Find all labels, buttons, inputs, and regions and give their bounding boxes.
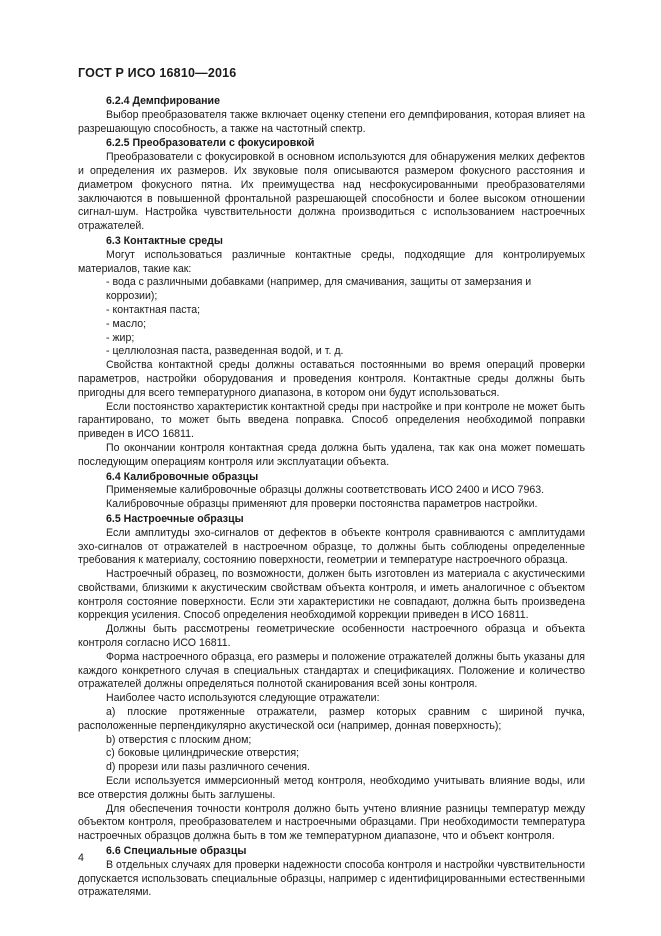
document-header: ГОСТ Р ИСО 16810—2016 xyxy=(78,66,237,80)
paragraph: Если используется иммерсионный метод контроля, необходимо учитывать влияние воды, или все отверстия должны быть заглушены. xyxy=(78,775,585,801)
section-heading: 6.5 Настроечные образцы xyxy=(106,512,244,525)
paragraph: В отдельных случаях для проверки надежности способа контроля и настройки чувствительности допускается использовать специальные образцы, например с идентифицированными естественными отражателями. xyxy=(78,858,585,899)
section-heading: 6.4 Калибровочные образцы xyxy=(106,470,259,483)
paragraph: Могут использоваться различные контактные среды, подходящие для контролируемых материалов, такие как: xyxy=(78,248,585,275)
section-heading: 6.2.5 Преобразователи с фокусировкой xyxy=(106,137,315,150)
paragraph: По окончании контроля контактная среда должна быть удалена, так как она может помешать последующим операциям контроля или эксплуатации объекта. xyxy=(78,441,585,468)
paragraph: Настроечный образец, по возможности, должен быть изготовлен из материала с акустическими свойствами, близкими к акустическим свойствам объекта контроля, и иметь аналогичное с объектом контроля состояние поверхности. Если эти характеристики не совпадают, должна быть произведена коррекция усиления. Способ определения необходимой коррекции приведен в ИСО 16811. xyxy=(78,568,585,622)
section-heading: 6.3 Контактные среды xyxy=(106,234,223,247)
paragraph: Должны быть рассмотрены геометрические особенности настроечного образца и объекта контроля согласно ИСО 16811. xyxy=(78,623,585,650)
paragraph: Выбор преобразователя также включает оценку степени его демпфирования, которая влияет на разрешающую способность, а также на частотный спектр. xyxy=(78,108,585,135)
list-item: - контактная паста; xyxy=(106,303,201,316)
paragraph: Форма настроечного образца, его размеры и положение отражателей должны быть указаны для каждого конкретного случая в специальных стандартах и спецификациях. Положение и количество отражателей должны определяться полнотой сканирования всей зоны контроля. xyxy=(78,650,585,691)
document-body xyxy=(78,94,585,900)
list-item: c) боковые цилиндрические отверстия; xyxy=(106,747,300,760)
list-item: d) прорези или пазы различного сечения. xyxy=(106,761,310,774)
list-item: а) плоские протяженные отражатели, размер которых сравним с шириной пучка, расположенные перпендикулярно акустической оси (например, донная поверхность); xyxy=(78,706,585,732)
section-heading: 6.2.4 Демпфирование xyxy=(106,95,220,107)
section-heading: 6.6 Специальные образцы xyxy=(106,845,247,858)
paragraph: Наиболее часто используются следующие отражатели: xyxy=(106,692,380,705)
paragraph: Калибровочные образцы применяют для проверки постоянства параметров настройки. xyxy=(106,498,538,511)
list-item: - жир; xyxy=(106,331,135,344)
list-item: - целлюлозная паста, разведенная водой, и т. д. xyxy=(106,345,344,358)
paragraph: Если амплитуды эхо-сигналов от дефектов в объекте контроля сравниваются с амплитудами эхо-сигналов от отражателей в настроечном образце, то должны быть соблюдены определенные требования к материалу, состоянию поверхности, геометрии и температуре настроечного образца. xyxy=(78,526,585,567)
paragraph: Для обеспечения точности контроля должно быть учтено влияние разницы температур между объектом контроля, преобразователем и настроечными образцами. При необходимости температура настроечных образцов должна быть в том же температурном диапазоне, что и объект контроля. xyxy=(78,802,585,843)
paragraph: Применяемые калибровочные образцы должны соответствовать ИСО 2400 и ИСО 7963. xyxy=(106,484,545,497)
list-item: - масло; xyxy=(106,317,147,330)
page-number: 4 xyxy=(78,852,84,864)
paragraph: Если постоянство характеристик контактной среды при настройке и при контроле не может быть гарантировано, то может быть введена поправка. Способ определения необходимой поправки приведен в ИСО 16811. xyxy=(78,400,585,441)
list-item: - вода с различными добавками (например, для смачивания, защиты от замерзания и коррозии); xyxy=(106,276,532,303)
list-item: b) отверстия с плоским дном; xyxy=(106,733,252,746)
paragraph: Преобразователи с фокусировкой в основном используются для обнаружения мелких дефектов и определения их размеров. Их звуковые поля описываются размером фокусного расстояния и диаметром фокусного пятна. Их преимущества над несфокусированными преобразователями заключаются в повышенной фронтальной разрешающей способности и более высоком отношении сигнал-шум. Настройка чувствительности должна производиться с использованием настроечных отражателей. xyxy=(78,151,585,233)
paragraph: Свойства контактной среды должны оставаться постоянными во время операций проверки параметров, настройки оборудования и проведения контроля. Контактные среды должны быть пригодны для всего температурного диапазона, в котором они будут использоваться. xyxy=(78,359,585,399)
